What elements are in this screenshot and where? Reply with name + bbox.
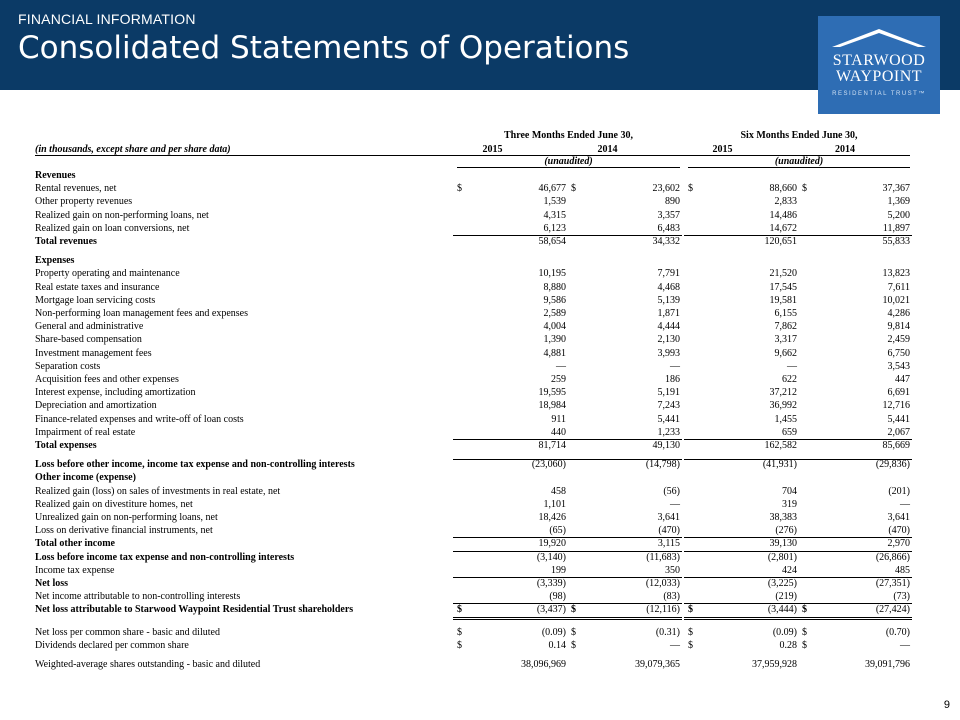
table-cell-value: (201) [888, 485, 910, 497]
row-label: Net loss per common share - basic and diluted [35, 626, 220, 638]
row-label: Other property revenues [35, 196, 133, 208]
row-label: General and administrative [35, 321, 144, 333]
dollar-sign: $ [457, 639, 462, 651]
dollar-sign: $ [571, 604, 576, 616]
table-cell-value: 890 [665, 196, 680, 208]
table-cell-value: 12,716 [882, 400, 910, 412]
table-cell-value: 440 [551, 426, 566, 438]
table-cell-value: 1,455 [774, 413, 797, 425]
table-cell-value: — [670, 639, 680, 651]
table-cell-value: (470) [658, 525, 680, 537]
table-cell-value: 88,660 [769, 183, 797, 195]
table-cell-value: 447 [895, 374, 910, 385]
table-cell-value: 7,791 [657, 268, 680, 280]
unaudited-rule [688, 167, 910, 168]
column-year-header: 2015 [712, 144, 733, 155]
row-label: Rental revenues, net [35, 183, 117, 195]
table-cell-value: 10,195 [538, 268, 566, 280]
row-label: Weighted-average shares outstanding - basic and diluted [35, 659, 261, 670]
roof-icon [830, 28, 928, 50]
group-header-six-months: Six Months Ended June 30, [740, 130, 858, 141]
logo-text-residential-trust: RESIDENTIAL TRUST™ [832, 91, 926, 97]
total-row-label: Total expenses [35, 440, 97, 451]
table-cell-value: (12,116) [646, 604, 680, 616]
column-year-header: 2015 [482, 144, 503, 155]
total-row-label: Total revenues [35, 236, 97, 247]
table-cell-value: (3,444) [767, 604, 797, 616]
table-cell-value: 4,004 [543, 321, 566, 333]
dollar-sign: $ [688, 639, 693, 651]
table-cell-value: 120,651 [764, 236, 797, 247]
table-cell-value: 21,520 [769, 268, 797, 280]
table-cell-value: (3,140) [536, 551, 566, 563]
table-cell-value: 5,441 [657, 413, 680, 425]
table-cell-value: (65) [549, 525, 566, 537]
logo-text-starwood: STARWOOD [832, 52, 926, 69]
table-cell-value: (73) [893, 591, 910, 603]
total-row-label: Total other income [35, 538, 115, 550]
table-cell-value: (11,683) [646, 551, 680, 563]
table-cell-value: 19,595 [538, 387, 566, 399]
table-cell-value: 1,539 [543, 196, 566, 208]
table-cell-value: (26,866) [875, 551, 910, 563]
row-label: Non-performing loan management fees and expenses [35, 308, 248, 319]
row-label: Separation costs [35, 360, 101, 372]
table-cell-value: (41,931) [762, 459, 797, 471]
table-cell-value: (219) [775, 591, 797, 603]
table-cell-value: 4,444 [657, 321, 680, 333]
dollar-sign: $ [802, 183, 807, 195]
table-cell-value: 9,662 [774, 347, 797, 359]
table-cell-value: (0.31) [655, 626, 680, 638]
table-cell-value: 2,459 [887, 334, 910, 346]
table-cell-value: 81,714 [538, 440, 566, 451]
table-cell-value: 1,369 [887, 196, 910, 208]
page-title: Consolidated Statements of Operations [18, 30, 630, 66]
table-cell-value: 659 [782, 426, 797, 438]
row-label: Net income attributable to non-controlling interests [35, 591, 241, 603]
header-bar [0, 0, 960, 90]
table-cell-value: 14,672 [769, 222, 797, 234]
table-cell-value: 39,091,796 [865, 659, 910, 670]
table-cell-value: — [787, 360, 797, 372]
double-total-rule [453, 617, 568, 620]
table-cell-value: 2,970 [887, 538, 910, 550]
table-cell-value: 911 [551, 413, 566, 425]
table-cell-value: 5,200 [887, 209, 910, 221]
table-cell-value: 3,641 [657, 512, 680, 523]
section-header: Expenses [35, 255, 75, 267]
table-cell-value: 2,130 [657, 334, 680, 346]
unaudited-rule [457, 167, 680, 168]
dollar-sign: $ [571, 639, 576, 651]
row-label: Acquisition fees and other expenses [35, 374, 179, 385]
table-cell-value: 199 [551, 564, 566, 576]
row-label: Interest expense, including amortization [35, 387, 196, 399]
table-cell-value: 6,155 [774, 308, 797, 319]
row-label: Loss on derivative financial instruments, net [35, 525, 213, 537]
double-total-rule [684, 617, 799, 620]
table-cell-value: 1,233 [657, 426, 680, 438]
table-cell-value: (14,798) [645, 459, 680, 471]
table-cell-value: 186 [665, 374, 680, 385]
table-cell-value: 2,833 [774, 196, 797, 208]
table-cell-value: 49,130 [652, 440, 680, 451]
row-label: Investment management fees [35, 347, 152, 359]
table-cell-value: 485 [895, 564, 910, 576]
row-label: Dividends declared per common share [35, 639, 189, 651]
table-cell-value: 38,096,969 [521, 659, 566, 670]
dollar-sign: $ [571, 183, 576, 195]
table-cell-value: — [670, 360, 680, 372]
unit-note: (in thousands, except share and per share data) [35, 144, 231, 155]
table-cell-value: 5,139 [657, 294, 680, 306]
row-label: Realized gain on divestiture homes, net [35, 498, 193, 510]
row-label: Mortgage loan servicing costs [35, 294, 156, 306]
table-cell-value: 704 [782, 485, 797, 497]
section-header: Other income (expense) [35, 472, 136, 484]
dollar-sign: $ [688, 626, 693, 638]
table-cell-value: 37,212 [769, 387, 797, 399]
table-cell-value: 58,654 [538, 236, 566, 247]
group-header-three-months: Three Months Ended June 30, [503, 130, 633, 141]
table-cell-value: 19,920 [538, 538, 566, 550]
dollar-sign: $ [688, 183, 693, 195]
table-cell-value: 3,993 [657, 347, 680, 359]
table-cell-value: 6,123 [543, 222, 566, 234]
row-label: Unrealized gain on non-performing loans, net [35, 512, 218, 523]
table-cell-value: 7,862 [774, 321, 797, 333]
table-cell-value: (29,836) [875, 459, 910, 471]
table-cell-value: 6,691 [887, 387, 910, 399]
table-cell-value: 3,317 [774, 334, 797, 346]
table-cell-value: (83) [663, 591, 680, 603]
table-cell-value: 3,641 [887, 512, 910, 523]
dollar-sign: $ [688, 604, 693, 616]
table-cell-value: — [900, 639, 910, 651]
table-cell-value: 0.28 [779, 639, 797, 651]
table-cell-value: 6,483 [657, 222, 680, 234]
row-label: Property operating and maintenance [35, 268, 180, 280]
dollar-sign: $ [571, 626, 576, 638]
table-cell-value: 7,611 [887, 281, 910, 293]
table-cell-value: — [900, 498, 910, 510]
table-cell-value: 13,823 [882, 268, 910, 280]
unaudited-label: (unaudited) [544, 156, 593, 167]
table-cell-value: (27,351) [875, 578, 910, 589]
table-cell-value: 2,589 [543, 308, 566, 319]
table-cell-value: 350 [665, 564, 680, 576]
section-kicker: FINANCIAL INFORMATION [18, 11, 196, 27]
table-cell-value: (0.70) [885, 626, 910, 638]
table-cell-value: 4,881 [543, 347, 566, 359]
table-cell-value: (0.09) [772, 626, 797, 638]
table-cell-value: 37,367 [882, 183, 910, 195]
total-row-label: Loss before income tax expense and non-controlling interests [35, 551, 295, 563]
table-cell-value: 17,545 [769, 281, 797, 293]
table-cell-value: 4,468 [657, 281, 680, 293]
table-cell-value: 55,833 [882, 236, 910, 247]
table-cell-value: 9,814 [887, 321, 910, 333]
table-cell-value: 9,586 [543, 294, 566, 306]
table-cell-value: 319 [782, 498, 797, 510]
table-cell-value: 39,130 [769, 538, 797, 550]
double-total-rule [567, 617, 682, 620]
table-cell-value: 424 [782, 564, 797, 576]
dollar-sign: $ [802, 626, 807, 638]
table-cell-value: 11,897 [882, 222, 910, 234]
column-year-header: 2014 [597, 144, 618, 155]
table-cell-value: 39,079,365 [635, 659, 680, 670]
table-cell-value: — [556, 360, 566, 372]
table-cell-value: 14,486 [769, 209, 797, 221]
table-cell-value: 1,390 [543, 334, 566, 346]
table-cell-value: 3,543 [887, 360, 910, 372]
row-label: Realized gain on non-performing loans, net [35, 209, 209, 221]
table-cell-value: 458 [551, 485, 566, 497]
table-cell-value: 46,677 [538, 183, 566, 195]
table-cell-value: (0.09) [541, 626, 566, 638]
table-cell-value: 0.14 [548, 639, 566, 651]
row-label: Share-based compensation [35, 334, 142, 346]
row-label: Realized gain on loan conversions, net [35, 222, 190, 234]
dollar-sign: $ [457, 183, 462, 195]
table-cell-value: 18,984 [538, 400, 566, 412]
table-cell-value: 622 [782, 374, 797, 385]
row-label: Real estate taxes and insurance [35, 281, 160, 293]
table-cell-value: 36,992 [769, 400, 797, 412]
dollar-sign: $ [457, 626, 462, 638]
table-cell-value: 10,021 [882, 294, 910, 306]
table-cell-value: (27,424) [875, 604, 910, 616]
table-cell-value: 3,115 [657, 538, 680, 550]
dollar-sign: $ [457, 604, 462, 616]
dollar-sign: $ [802, 639, 807, 651]
table-cell-value: 6,750 [887, 347, 910, 359]
row-label: Impairment of real estate [35, 426, 136, 438]
table-cell-value: (276) [775, 525, 797, 537]
table-cell-value: (3,437) [536, 604, 566, 616]
table-cell-value: 5,191 [657, 387, 680, 399]
column-year-header: 2014 [835, 144, 855, 155]
table-cell-value: 1,871 [657, 308, 680, 319]
table-cell-value: 38,383 [769, 512, 797, 523]
table-cell-value: 5,441 [887, 413, 910, 425]
table-cell-value: 85,669 [882, 440, 910, 451]
table-cell-value: 8,880 [543, 281, 566, 293]
double-total-rule [798, 617, 912, 620]
dollar-sign: $ [802, 604, 807, 616]
logo-text-waypoint: WAYPOINT [835, 68, 923, 85]
table-cell-value: (23,060) [531, 459, 566, 471]
table-cell-value: 23,602 [652, 183, 680, 195]
table-cell-value: 1,101 [543, 498, 566, 510]
table-cell-value: 4,315 [543, 209, 566, 221]
table-cell-value: 4,286 [887, 308, 910, 319]
table-cell-value: 18,426 [538, 512, 566, 523]
table-cell-value: 3,357 [657, 209, 680, 221]
total-row-label: Loss before other income, income tax expense and non-controlling interests [35, 459, 355, 471]
table-cell-value: 7,243 [657, 400, 680, 412]
total-row-label: Net loss attributable to Starwood Waypoint Residential Trust shareholders [35, 604, 354, 616]
unaudited-label: (unaudited) [774, 156, 824, 167]
total-row-label: Net loss [35, 578, 69, 589]
table-cell-value: 259 [551, 374, 566, 385]
table-cell-value: (56) [663, 485, 680, 497]
page-number: 9 [943, 699, 950, 711]
table-cell-value: 2,067 [887, 426, 910, 438]
table-cell-value: 37,959,928 [752, 659, 797, 670]
row-label: Finance-related expenses and write-off of loan costs [35, 413, 244, 425]
table-cell-value: (470) [888, 525, 910, 537]
table-cell-value: — [670, 498, 680, 510]
table-cell-value: 162,582 [764, 440, 797, 451]
table-cell-value: (98) [549, 591, 566, 603]
table-cell-value: 19,581 [769, 294, 797, 306]
table-cell-value: (12,033) [645, 578, 680, 589]
table-cell-value: (3,339) [536, 578, 566, 589]
row-label: Income tax expense [35, 564, 115, 576]
row-label: Depreciation and amortization [35, 400, 157, 412]
section-header: Revenues [35, 170, 76, 181]
table-cell-value: 34,332 [652, 236, 680, 247]
table-cell-value: (3,225) [767, 578, 797, 589]
table-cell-value: (2,801) [767, 551, 797, 563]
row-label: Realized gain (loss) on sales of investments in real estate, net [35, 485, 281, 497]
company-logo [818, 16, 940, 114]
